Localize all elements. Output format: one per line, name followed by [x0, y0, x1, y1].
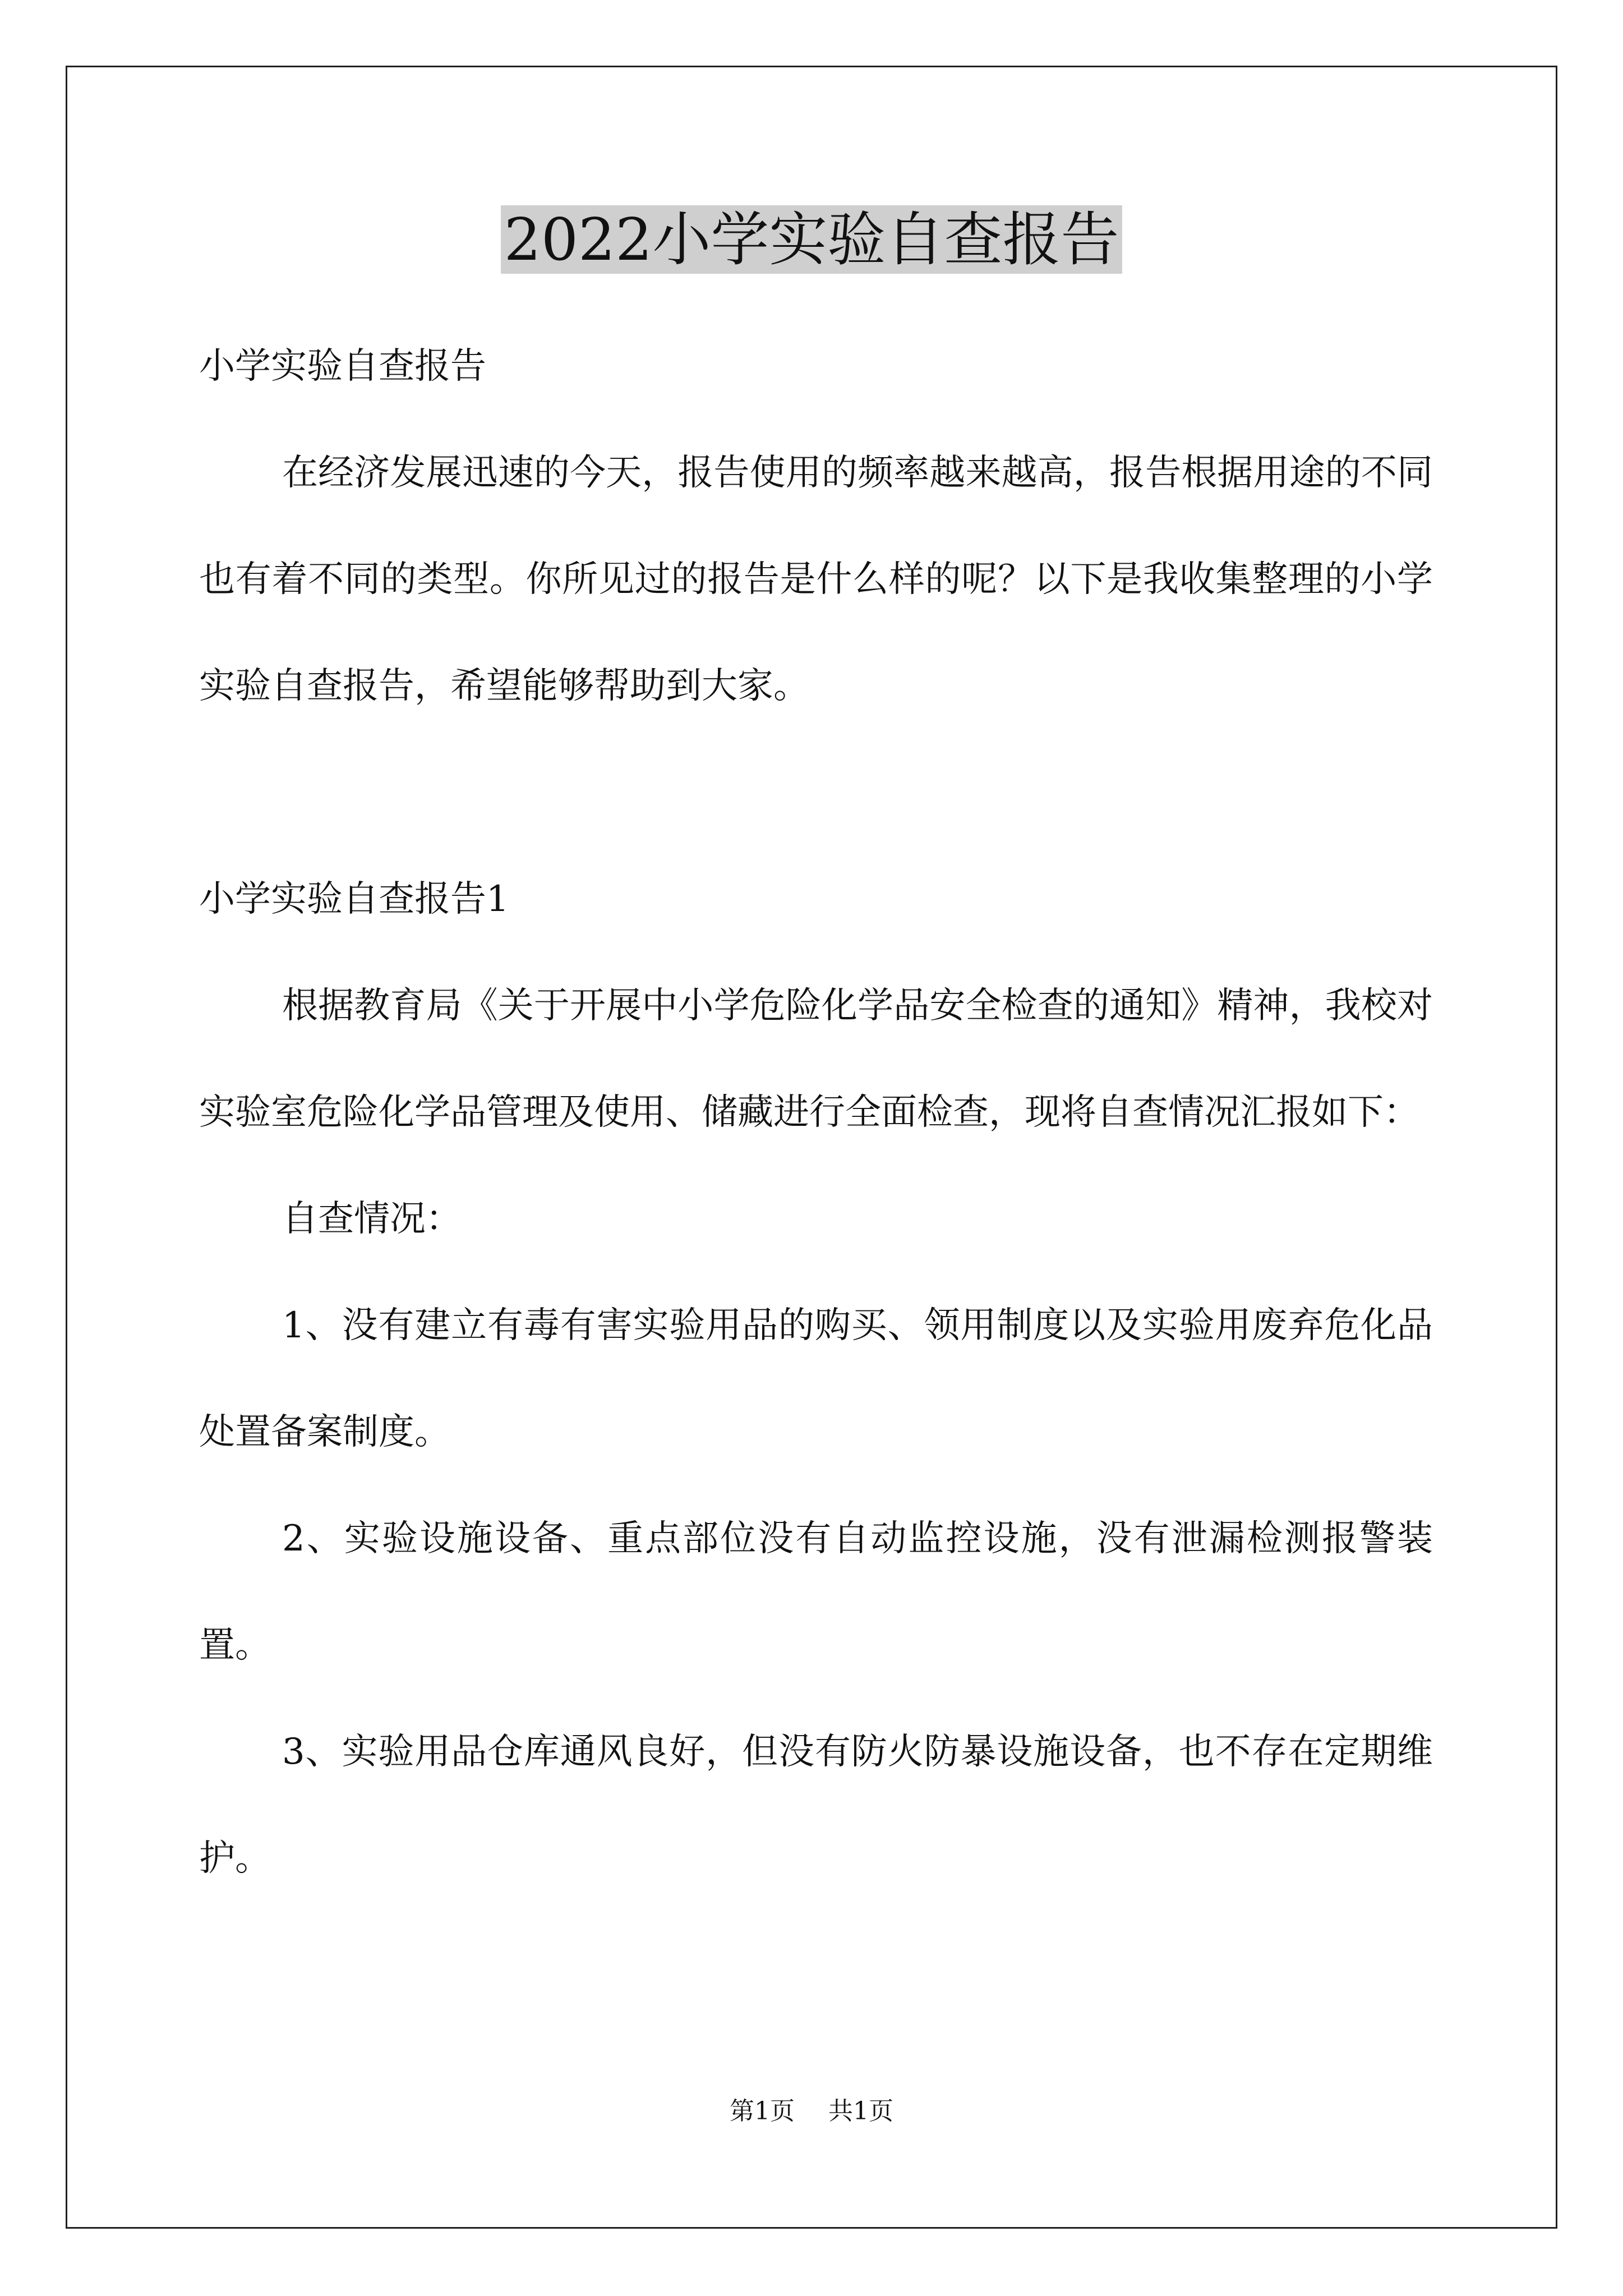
page-footer — [0, 2095, 1623, 2128]
paragraph-heading: 小学实验自查报告 — [199, 346, 486, 387]
list-item: 2、实验设施设备、重点部位没有自动监控设施，没有泄漏检测报警装置。 — [199, 1518, 1433, 1666]
document-title — [0, 197, 1623, 282]
list-item: 3、实验用品仓库通风良好，但没有防火防暴设施设备，也不存在定期维护。 — [199, 1731, 1433, 1879]
paragraph-intro: 在经济发展迅速的今天，报告使用的频率越来越高，报告根据用途的不同也有着不同的类型。你所见过的报告是什么样的呢？以下是我收集整理的小学实验自查报告，希望能够帮助到大家。 — [199, 452, 1433, 707]
paragraph-notice: 根据教育局《关于开展中小学危险化学品安全检查的通知》精神，我校对实验室危险化学品管理及使用、储藏进行全面检查，现将自查情况汇报如下： — [199, 985, 1433, 1133]
paragraph-subheading: 自查情况： — [282, 1198, 462, 1240]
list-item: 1、没有建立有毒有害实验用品的购买、领用制度以及实验用废弃危化品处置备案制度。 — [199, 1305, 1433, 1453]
section-spacer — [199, 739, 1433, 846]
page-number: 第1页 — [730, 2097, 795, 2125]
section-heading: 小学实验自查报告1 — [199, 878, 509, 920]
document-title-text: 2022小学实验自查报告 — [501, 205, 1123, 274]
document-body — [199, 313, 1433, 1912]
page-total: 共1页 — [828, 2097, 893, 2125]
